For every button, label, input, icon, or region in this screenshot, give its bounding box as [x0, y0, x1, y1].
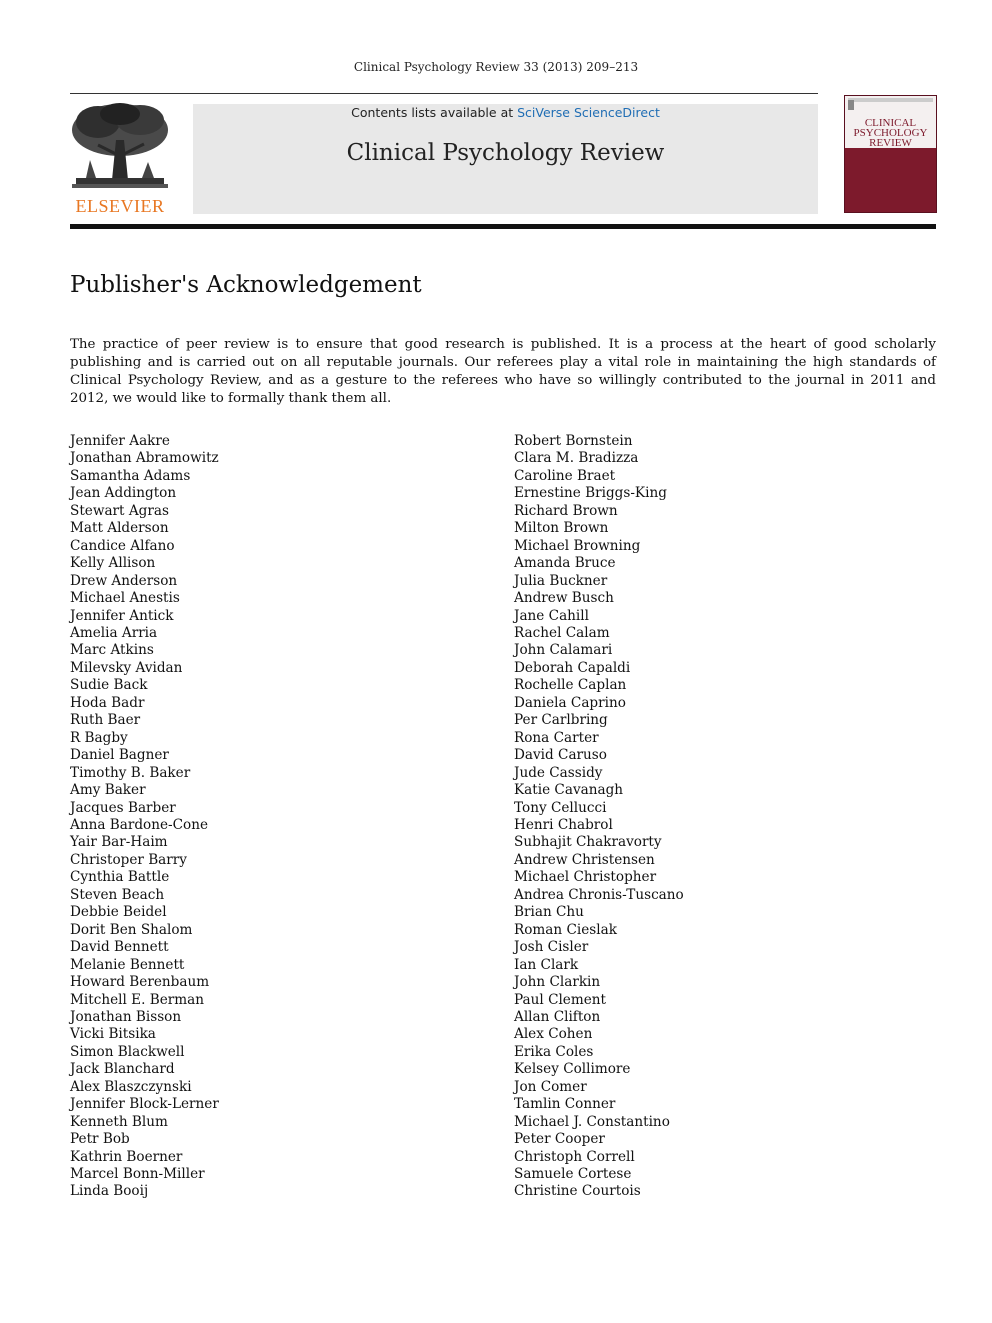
referee-name: Josh Cisler — [514, 939, 589, 956]
referee-name: Ernestine Briggs-King — [514, 485, 667, 502]
referee-name: Rochelle Caplan — [514, 677, 627, 694]
referee-name: Katie Cavanagh — [514, 782, 624, 799]
referee-name: Samantha Adams — [70, 467, 191, 484]
referee-name: David Caruso — [514, 747, 607, 764]
referee-name: Jean Addington — [70, 485, 177, 502]
referee-name: Per Carlbring — [514, 712, 608, 729]
referee-name: Linda Booij — [70, 1183, 149, 1200]
referee-name: Milton Brown — [514, 520, 609, 537]
referee-name: Amelia Arria — [70, 624, 158, 641]
referee-name: Simon Blackwell — [70, 1043, 185, 1060]
referee-name: Jacques Barber — [70, 799, 176, 816]
referee-name: Anna Bardone-Cone — [70, 816, 209, 833]
journal-title: Clinical Psychology Review — [346, 140, 665, 166]
referee-name: Jon Comer — [514, 1078, 587, 1095]
referee-name: Tony Cellucci — [514, 799, 607, 816]
referee-name: Rona Carter — [514, 729, 599, 746]
referee-name: Jennifer Aakre — [70, 433, 170, 449]
header-bottom-rule — [70, 224, 936, 229]
referee-name: Kelsey Collimore — [514, 1061, 631, 1078]
referee-name: R Bagby — [70, 729, 128, 746]
referee-name: Kelly Allison — [70, 555, 156, 572]
referee-name: Marc Atkins — [70, 642, 154, 659]
referee-name: Sudie Back — [70, 677, 148, 694]
referee-name: Ian Clark — [514, 956, 579, 973]
elsevier-logo — [68, 100, 172, 216]
referee-name: Michael Anestis — [70, 590, 180, 607]
referee-name: Kenneth Blum — [70, 1113, 168, 1130]
referee-name: Paul Clement — [514, 991, 607, 1008]
referee-name: Jonathan Abramowitz — [70, 450, 219, 467]
referee-name: Christoper Barry — [70, 851, 187, 868]
referee-name: Peter Cooper — [514, 1131, 605, 1148]
referee-name: Hoda Badr — [70, 694, 145, 711]
referee-name: Kathrin Boerner — [70, 1148, 183, 1165]
referee-name: John Clarkin — [514, 974, 601, 991]
referee-name: Ruth Baer — [70, 712, 141, 729]
referee-name: Timothy B. Baker — [70, 764, 191, 781]
header-top-rule — [70, 93, 818, 94]
contents-prefix: Contents lists available at — [351, 105, 514, 120]
referee-list-left — [70, 433, 219, 1201]
referee-name: Andrew Busch — [514, 590, 614, 607]
referee-name: Daniel Bagner — [70, 747, 169, 764]
referee-name: Mitchell E. Berman — [70, 991, 205, 1008]
journal-cover-thumbnail[interactable] — [844, 95, 937, 213]
referee-name: Dorit Ben Shalom — [70, 921, 193, 938]
referee-name: Julia Buckner — [514, 572, 608, 589]
referee-name: Yair Bar-Haim — [70, 834, 168, 851]
intro-paragraph: The practice of peer review is to ensure that good research is published. It is a process at the heart of good scholarly publishing and is carried out on all reputable journals. Our referees play a vital role in maintaining the high standards of Clinical Psychology Review, and as a gesture to the referees who have so willingly contributed to the journal in 2011 and 2012, we would like to formally thank them all. — [70, 337, 936, 406]
referee-name: Amanda Bruce — [514, 555, 616, 572]
referee-name: Christoph Correll — [514, 1148, 635, 1165]
cover-title: CLINICAL PSYCHOLOGY REVIEW — [853, 117, 928, 149]
referee-name: Allan Clifton — [514, 1008, 601, 1025]
referee-name: Jennifer Antick — [70, 607, 174, 624]
referee-name: Amy Baker — [70, 782, 146, 799]
referee-name: Jennifer Block-Lerner — [70, 1096, 219, 1113]
referee-name: Clara M. Bradizza — [514, 450, 639, 467]
referee-name: Matt Alderson — [70, 520, 169, 537]
referee-name: Alex Blaszczynski — [70, 1078, 192, 1095]
referee-name: Brian Chu — [514, 904, 584, 921]
referee-name: Vicki Bitsika — [70, 1026, 156, 1043]
sciencedirect-link[interactable]: SciVerse ScienceDirect — [517, 105, 660, 120]
journal-banner — [193, 104, 818, 214]
referee-name: Samuele Cortese — [514, 1166, 632, 1183]
referee-name: Rachel Calam — [514, 624, 610, 641]
elsevier-wordmark: ELSEVIER — [75, 196, 165, 216]
referee-name: Drew Anderson — [70, 572, 178, 589]
referee-name: Michael J. Constantino — [514, 1113, 670, 1130]
referee-name: Milevsky Avidan — [70, 659, 183, 676]
referee-name: Howard Berenbaum — [70, 974, 210, 991]
referee-name: John Calamari — [514, 642, 613, 659]
referee-name: Jude Cassidy — [514, 764, 603, 781]
referee-name: Alex Cohen — [514, 1026, 593, 1043]
referee-name: Tamlin Conner — [514, 1096, 616, 1113]
referee-name: Melanie Bennett — [70, 956, 185, 973]
referee-name: Steven Beach — [70, 886, 165, 903]
referee-name: Daniela Caprino — [514, 694, 626, 711]
cover-publisher-icon — [848, 100, 854, 110]
article-title: Publisher's Acknowledgement — [70, 272, 422, 298]
referee-name: Michael Christopher — [514, 869, 657, 886]
referee-name: Stewart Agras — [70, 502, 169, 519]
referee-list-right — [514, 433, 684, 1201]
referee-name: Christine Courtois — [514, 1183, 641, 1200]
referee-name: Andrea Chronis-Tuscano — [514, 886, 684, 903]
referee-name: Debbie Beidel — [70, 904, 167, 921]
referee-name: Erika Coles — [514, 1043, 594, 1060]
referee-name: Robert Bornstein — [514, 433, 633, 449]
referee-name: Michael Browning — [514, 537, 641, 554]
referee-name: Deborah Capaldi — [514, 659, 631, 676]
contents-availability — [193, 105, 818, 120]
referee-name: Petr Bob — [70, 1131, 130, 1148]
tree-emblem-icon — [68, 100, 172, 192]
referee-name: Jonathan Bisson — [70, 1008, 182, 1025]
cover-title-area — [845, 96, 936, 148]
referee-name: David Bennett — [70, 939, 169, 956]
referee-name: Caroline Braet — [514, 467, 616, 484]
referee-name: Marcel Bonn-Miller — [70, 1166, 205, 1183]
referee-name: Richard Brown — [514, 502, 618, 519]
referee-name: Cynthia Battle — [70, 869, 170, 886]
referee-name: Subhajit Chakravorty — [514, 834, 662, 851]
cover-header-strip — [848, 98, 933, 102]
journal-citation: Clinical Psychology Review 33 (2013) 209–213 — [353, 60, 639, 74]
referee-name: Jack Blanchard — [70, 1061, 175, 1078]
referee-name: Henri Chabrol — [514, 816, 613, 833]
referee-name: Candice Alfano — [70, 537, 175, 554]
referee-name: Jane Cahill — [514, 607, 589, 624]
referee-name: Roman Cieslak — [514, 921, 617, 938]
referee-name: Andrew Christensen — [514, 851, 655, 868]
